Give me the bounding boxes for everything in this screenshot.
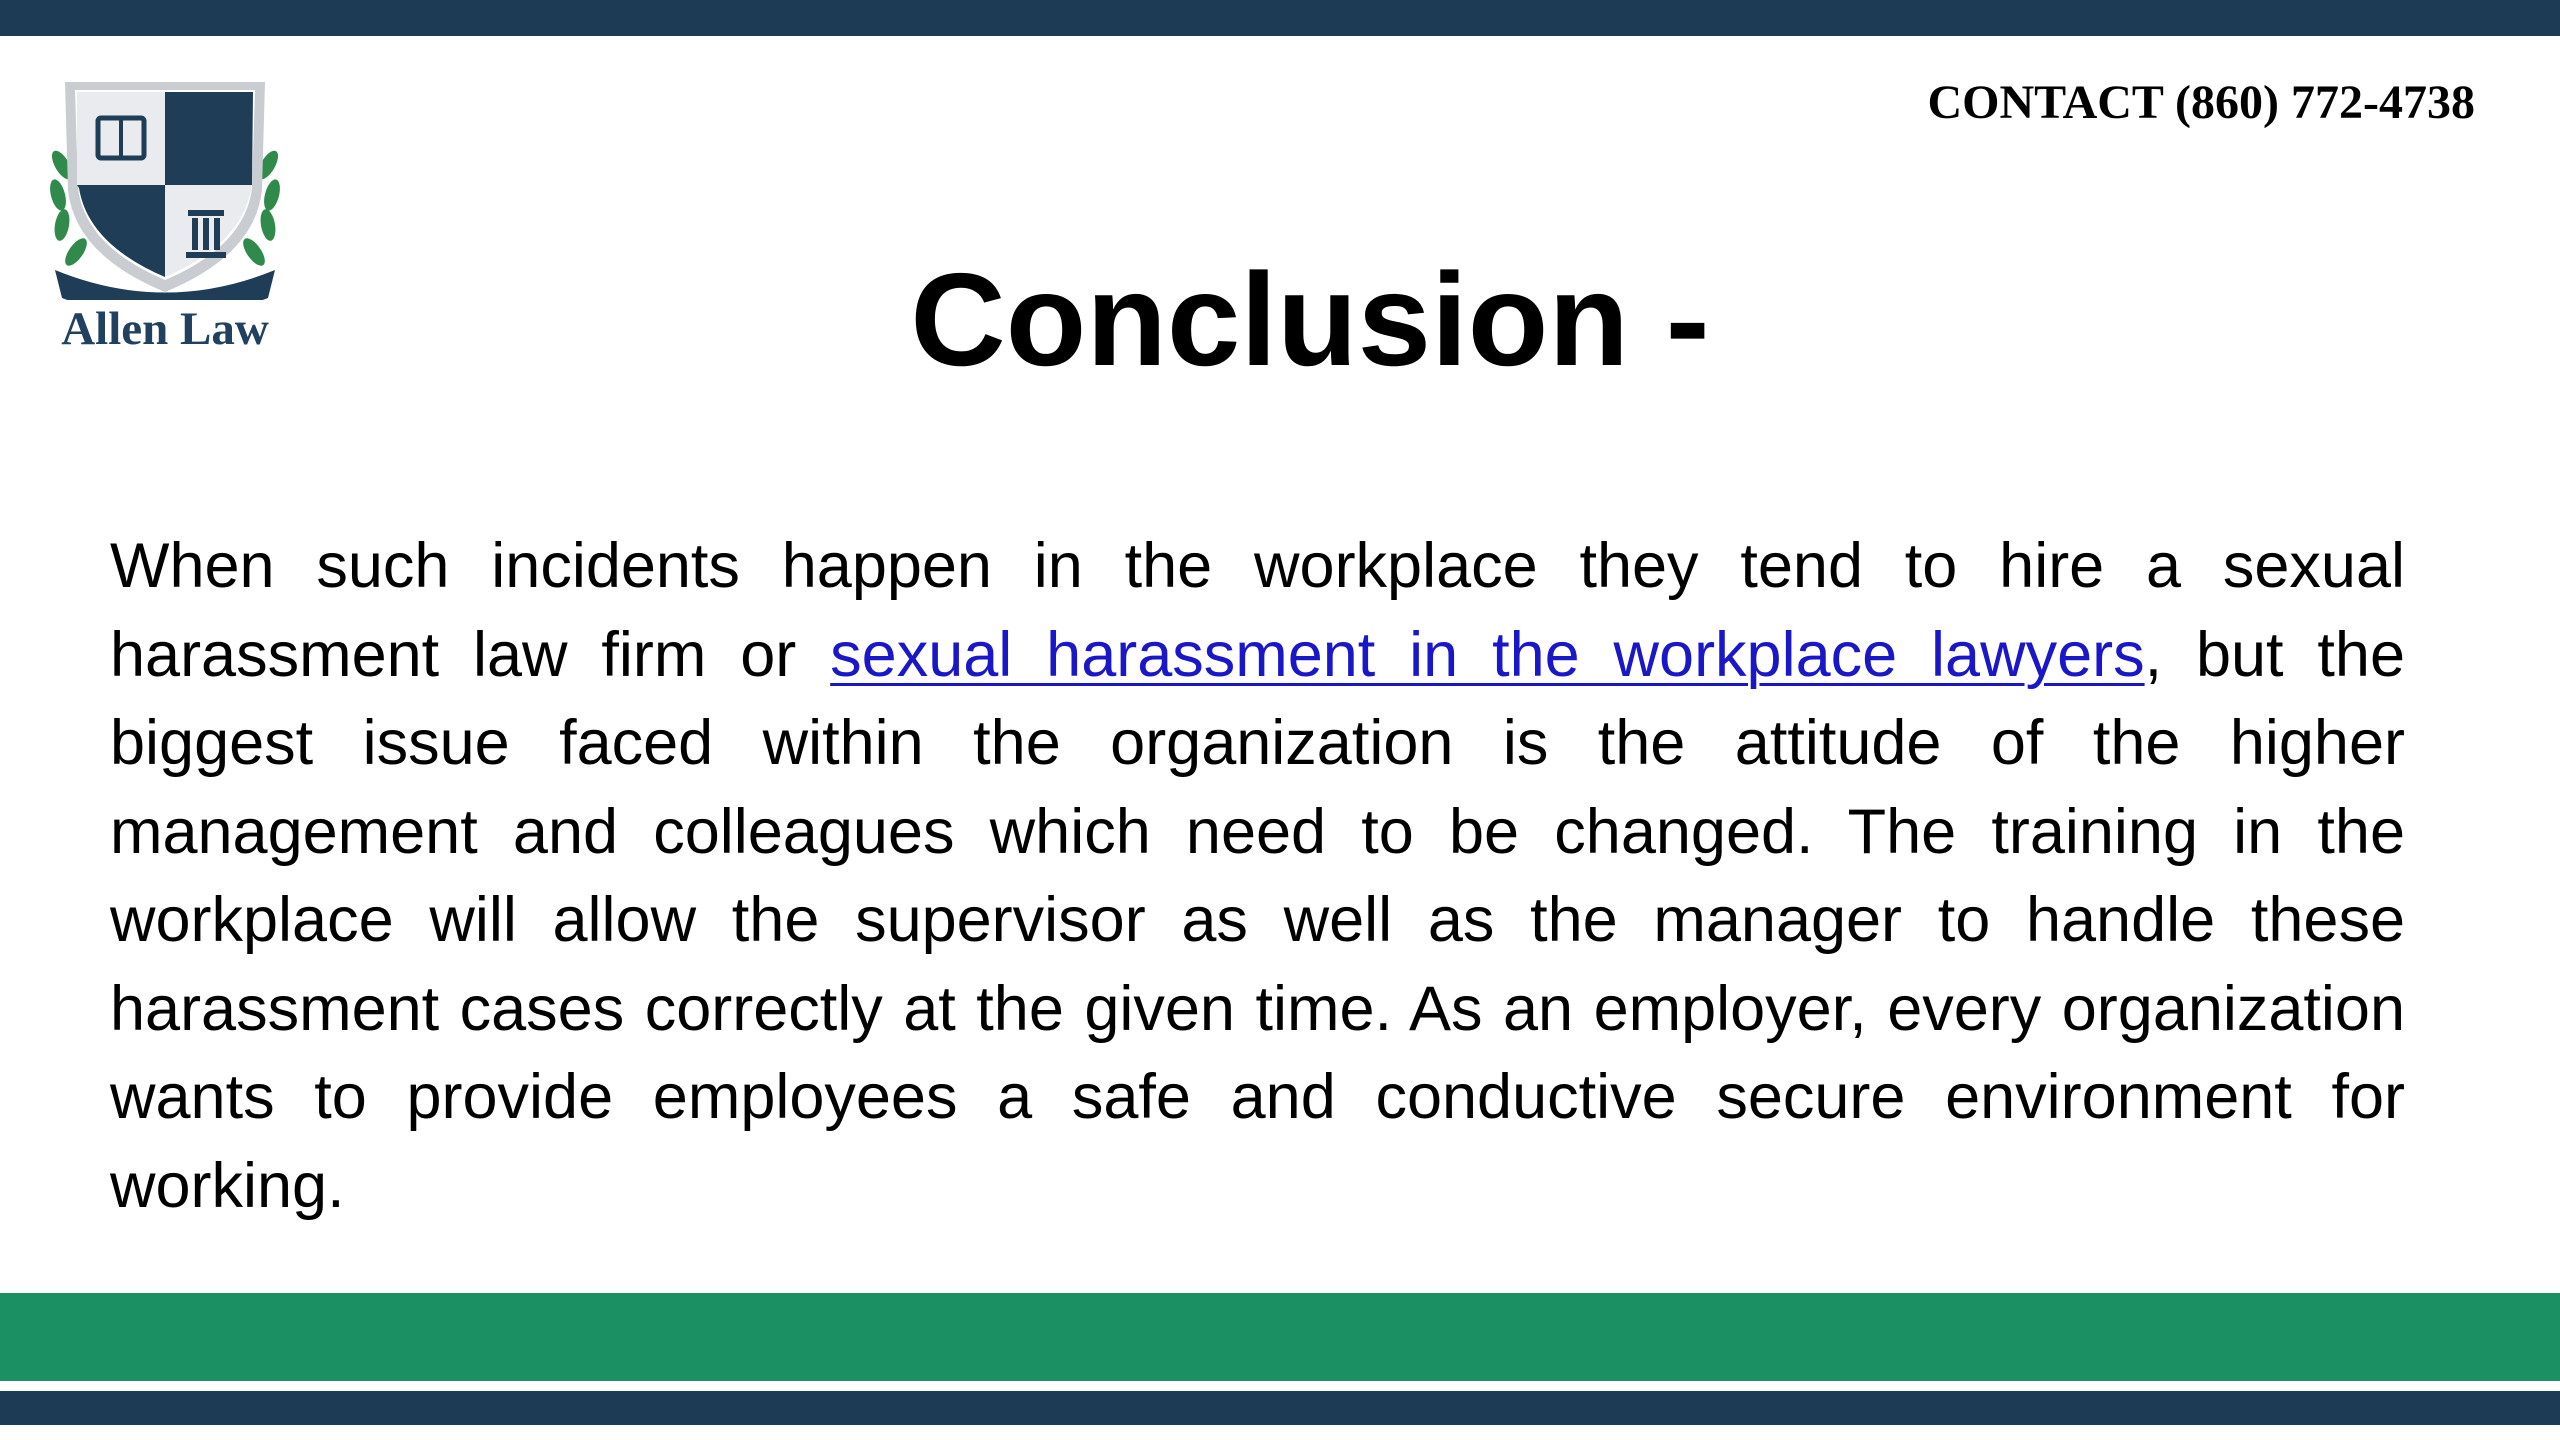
paragraph-text-end: , but the biggest issue faced within the organization is the attitude of the higher management and colleagues which need to be changed. The training in the workplace will allow the supervisor as well as the manager to handle these harassment cases correctly at the given time. As an employer, every organization wants to provide employees a safe and conductive secure environment for working. [110,619,2406,1221]
lawyers-link[interactable]: sexual harassment in the workplace lawyers [830,619,2145,690]
top-border-bar [0,0,2560,36]
footer-green-band [0,1293,2560,1381]
conclusion-paragraph [110,522,2405,1230]
contact-phone: CONTACT (860) 772-4738 [1927,76,2475,129]
logo-name: Allen Law [61,303,269,355]
page-title: Conclusion - [910,246,1710,393]
paragraph-text-start: When such incidents happen in the workplace they tend to hire a sexual harassment law firm or [110,531,2405,690]
bottom-border-bar [0,1391,2560,1425]
